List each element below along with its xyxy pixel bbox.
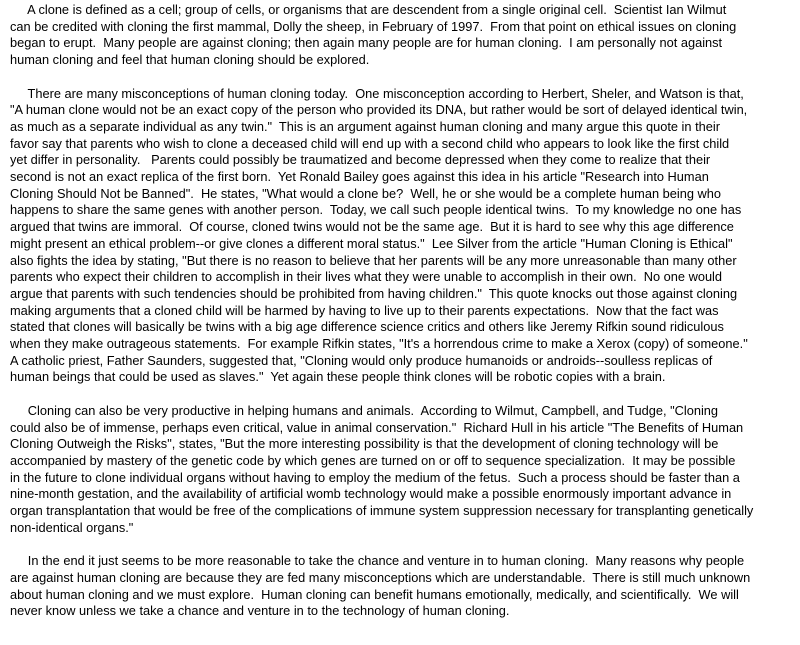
text-line: argued that twins are immoral. Of course, cloned twins would not be the same age. But it is hard to see why this age difference [10,219,734,235]
text-line: Cloning Should Not be Banned". He states, "What would a clone be? Well, he or she would be a complete human being who [10,185,721,201]
text-line: parents who expect their children to accomplish in their lives what they were unable to accomplish in their own. No one would [10,269,723,285]
text-line: second is not an exact replica of the first born. Yet Ronald Bailey goes against this idea in his article "Research into Human [10,169,709,185]
text-line: about human cloning and we must explore. Human cloning can benefit humans emotionally, medically, and scientifically. We will [10,586,739,602]
text-line: A clone is defined as a cell; group of cells, or organisms that are descendent from a single original cell. Scientist Ian Wilmut [10,2,727,17]
text-line: In the end it just seems to be more reasonable to take the chance and venture in to human cloning. Many reasons why people [10,553,745,569]
text-line: argue that parents with such tendencies should be prohibited from having children." This quote knocks out those against cloning [10,285,738,301]
paragraph-benefits [10,403,800,537]
paragraph-misconceptions [10,86,800,387]
text-line: organ transplantation that would be free of the complications of immune system suppression necessary for transplanting genetically [10,503,754,519]
text-line: Cloning can also be very productive in helping humans and animals. According to Wilmut, Campbell, and Tudge, "Cloning [10,402,719,418]
text-line: happens to share the same genes with another person. Today, we call such people identical twins. To my knowledge no one has [10,202,742,218]
text-line: as much as a separate individual as any twin." This is an argument against human cloning and many argue this quote in their [10,118,720,134]
paragraph-conclusion [10,553,800,620]
text-line: favor say that parents who wish to clone a deceased child will end up with a second child who appears to look like the first child [10,135,730,151]
paragraph-introduction [10,2,800,69]
text-line: can be credited with cloning the first mammal, Dolly the sheep, in February of 1997. From that point on ethical issues on cloning [10,18,737,34]
text-line: when they make outrageous statements. For example Rifkin states, "It's a horrendous crime to make a Xerox (copy) of someone." [10,336,748,352]
text-line: are against human cloning are because they are fed many misconceptions which are understandable. There is still much unknown [10,569,751,585]
text-line: There are many misconceptions of human cloning today. One misconception according to Herbert, Sheler, and Watson is that, [10,85,744,101]
text-line: nine-month gestation, and the availability of artificial womb technology would make a possible enormously important advance in [10,486,732,502]
text-line: might present an ethical problem--or give clones a different moral status." Lee Silver from the article "Human Cloning is Ethical" [10,235,733,251]
text-line: could also be of immense, perhaps even critical, value in animal conservation." Richard Hull in his article "The Benefits of Human [10,419,744,435]
text-line: A catholic priest, Father Saunders, suggested that, "Cloning would only produce humanoids or androids--soulless replicas of [10,352,713,368]
text-line: non-identical organs." [10,519,134,535]
text-line: never know unless we take a chance and venture in to the technology of human cloning. [10,603,510,619]
text-line: yet differ in personality. Parents could possibly be traumatized and become depressed when they come to realize that their [10,152,711,168]
text-line: Cloning Outweigh the Risks", states, "But the more interesting possibility is that the development of cloning technology will be [10,436,719,452]
text-line: human cloning and feel that human cloning should be explored. [10,52,370,68]
text-line: making arguments that a cloned child will be harmed by having to live up to their parents expectations. Now that the fact was [10,302,719,318]
text-line: human beings that could be used as slaves." Yet again these people think clones will be robotic copies with a brain. [10,369,666,385]
text-line: accompanied by mastery of the genetic code by which genes are turned on or off to sequence specialization. It may be possible [10,452,736,468]
text-line: also fights the idea by stating, "But there is no reason to believe that her parents will be any more unreasonable than many other [10,252,737,268]
text-line: in the future to clone individual organs without having to employ the medium of the fetus. Such a process should be faster than a [10,469,740,485]
text-line: began to erupt. Many people are against cloning; then again many people are for human cloning. I am personally not against [10,35,723,51]
text-line: "A human clone would not be an exact copy of the person who provided its DNA, but rather would be sort of delayed identical twin, [10,102,748,118]
text-line: stated that clones will basically be twins with a big age difference science critics and others like Jeremy Rifkin sound ridiculous [10,319,724,335]
